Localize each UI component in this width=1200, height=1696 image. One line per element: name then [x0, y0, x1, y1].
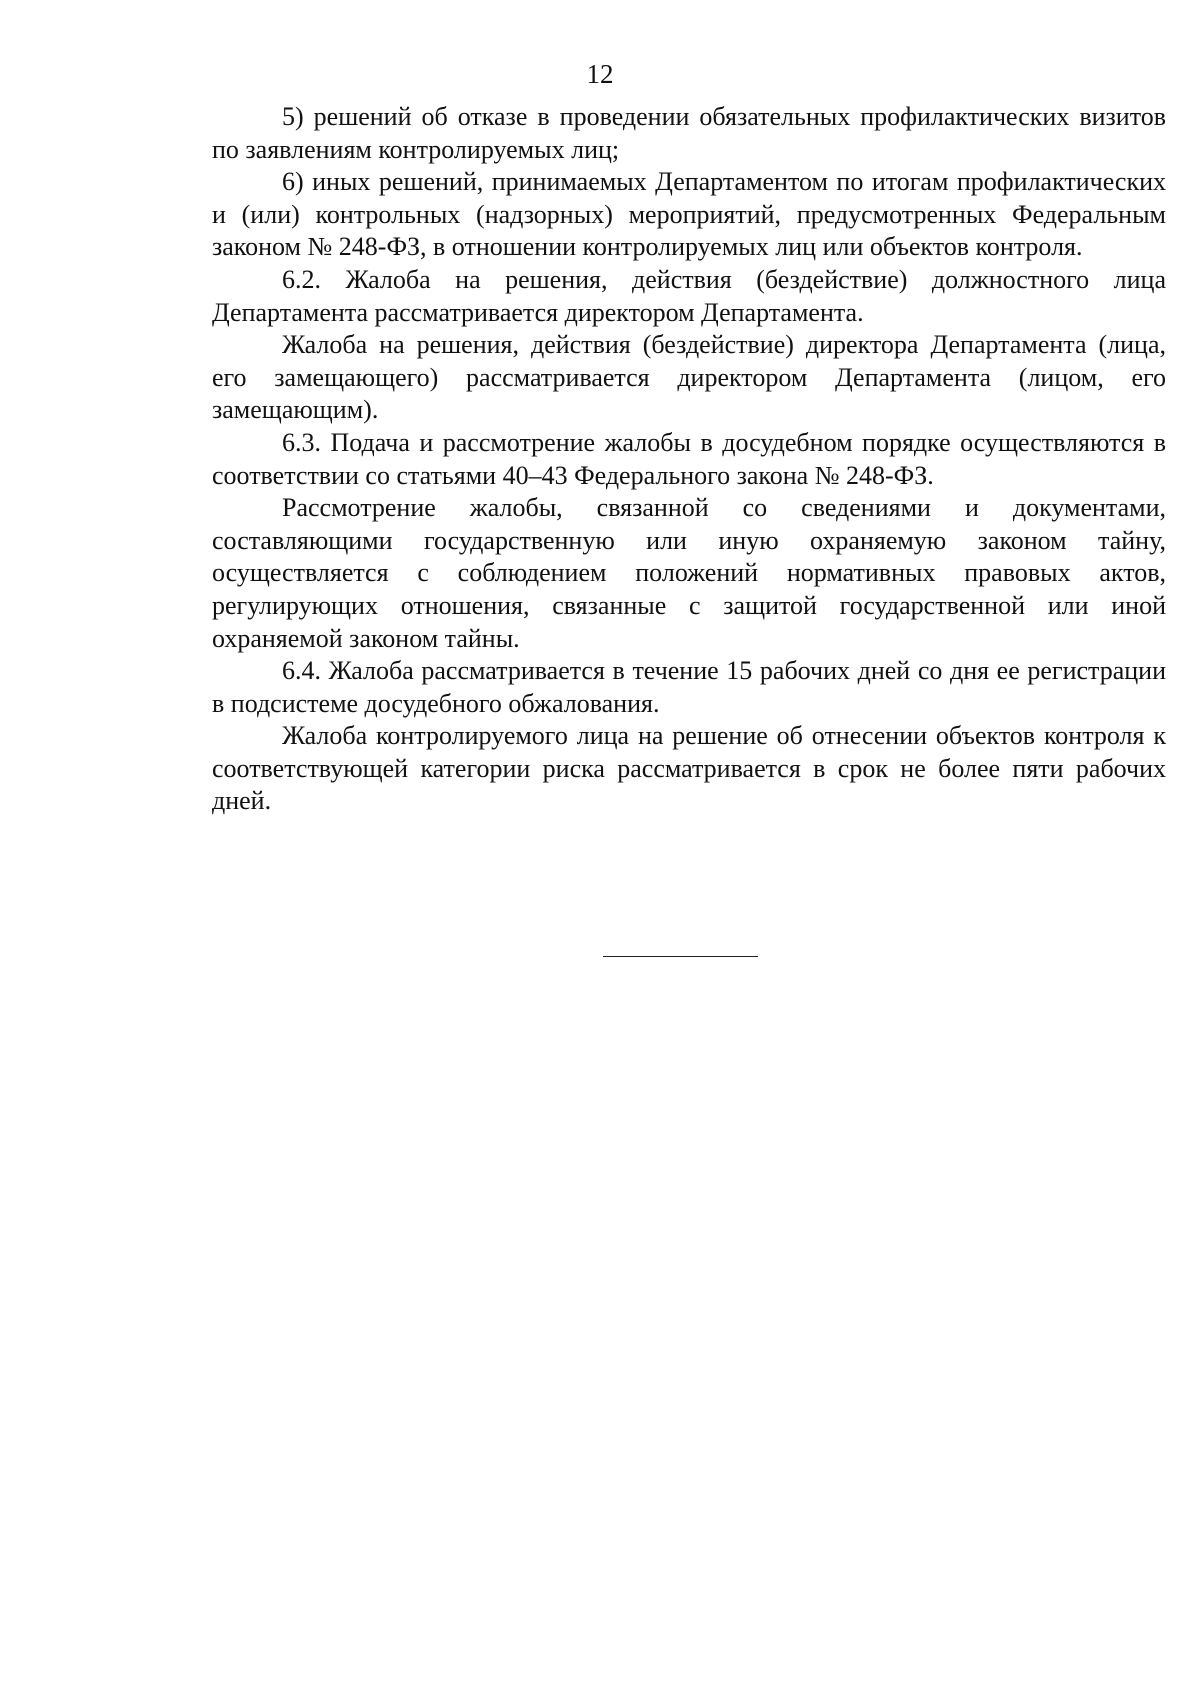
- paragraph-director-complaint: Жалоба на решения, действия (бездействие) директора Департамента (лица, его замещающего) рассматривается директором Департамента (лицом, его замещающим).: [212, 330, 1166, 425]
- paragraph-risk-category: Жалоба контролируемого лица на решение об отнесении объектов контроля к соответствующей категории риска рассматривается в срок не более пяти рабочих дней.: [212, 721, 1166, 816]
- paragraph-6-2: 6.2. Жалоба на решения, действия (бездействие) должностного лица Департамента рассматривается директором Департамента.: [212, 264, 1166, 327]
- paragraph-item-6: 6) иных решений, принимаемых Департаментом по итогам профилактических и (или) контрольных (надзорных) мероприятий, предусмотренных Федеральным законом № 248-ФЗ, в отношении контролируемых лиц или объектов контроля.: [212, 167, 1166, 262]
- end-divider-line: [603, 956, 758, 957]
- document-body: [212, 101, 1166, 818]
- paragraph-6-4: 6.4. Жалоба рассматривается в течение 15 рабочих дней со дня ее регистрации в подсистеме досудебного обжалования.: [212, 656, 1166, 718]
- paragraph-item-5: 5) решений об отказе в проведении обязательных профилактических визитов по заявлениям контролируемых лиц;: [212, 102, 1166, 164]
- page-number: 12: [586, 59, 614, 89]
- paragraph-6-3: 6.3. Подача и рассмотрение жалобы в досудебном порядке осуществляются в соответствии со статьями 40–43 Федерального закона № 248-ФЗ.: [212, 427, 1166, 490]
- paragraph-state-secret: Рассмотрение жалобы, связанной со сведениями и документами, составляющими государственную или иную охраняемую законом тайну, осуществляется с соблюдением положений нормативных правовых актов, регулирующих отношения, связанные с защитой государственной или иной охраняемой законом тайны.: [212, 493, 1166, 653]
